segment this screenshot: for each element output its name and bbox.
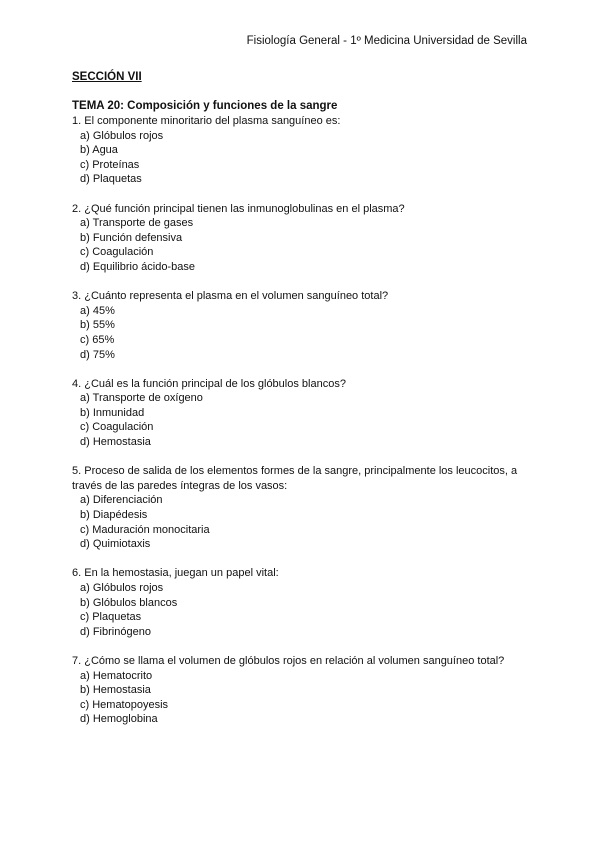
option-c: c) Coagulación [80, 246, 154, 259]
question-text: 2. ¿Qué función principal tienen las inmunoglobulinas en el plasma? [72, 202, 405, 215]
option-b: b) Agua [80, 144, 118, 157]
topic-title: TEMA 20: Composición y funciones de la sangre [72, 100, 338, 112]
option-a: a) Glóbulos rojos [80, 582, 164, 594]
option-c: c) Proteínas [80, 158, 140, 171]
option-d: d) Hemostasia [80, 436, 151, 449]
option-a: a) Glóbulos rojos [80, 129, 164, 142]
options-list [72, 216, 532, 274]
question-3 [72, 289, 532, 362]
question-2 [72, 202, 532, 275]
option-b: b) Glóbulos blancos [80, 596, 178, 609]
question-4 [72, 377, 532, 450]
section-title: SECCIÓN VII [72, 71, 142, 83]
option-d: d) Hemoglobina [80, 713, 158, 726]
option-a: a) Transporte de gases [80, 217, 194, 230]
question-5 [72, 464, 532, 552]
question-6 [72, 566, 532, 639]
option-a: a) Hematocrito [80, 669, 153, 682]
option-a: a) Transporte de oxígeno [80, 392, 203, 405]
question-text: 7. ¿Cómo se llama el volumen de glóbulos rojos en relación al volumen sanguíneo total? [72, 654, 505, 667]
question-text: 6. En la hemostasia, juegan un papel vital: [72, 567, 279, 580]
question-text: 4. ¿Cuál es la función principal de los glóbulos blancos? [72, 377, 346, 390]
options-list [72, 304, 532, 362]
option-d: d) Fibrinógeno [80, 625, 151, 638]
option-d: d) 75% [80, 348, 115, 361]
option-a: a) Diferenciación [80, 494, 163, 507]
option-c: c) Plaquetas [80, 611, 142, 624]
option-c: c) Hematopoyesis [80, 698, 169, 711]
document-body [72, 99, 532, 742]
option-d: d) Quimiotaxis [80, 538, 151, 551]
option-d: d) Plaquetas [80, 173, 142, 186]
options-list [72, 129, 532, 187]
question-text: 5. Proceso de salida de los elementos formes de la sangre, principalmente los leucocitos, a través de las paredes íntegras de los vasos: [72, 465, 518, 492]
option-b: b) Hemostasia [80, 684, 151, 697]
option-b: b) 55% [80, 319, 115, 332]
question-7 [72, 654, 532, 727]
question-1 [72, 114, 532, 187]
option-b: b) Función defensiva [80, 231, 183, 244]
question-text: 1. El componente minoritario del plasma sanguíneo es: [72, 115, 341, 127]
option-a: a) 45% [80, 304, 115, 317]
option-b: b) Diapédesis [80, 509, 148, 522]
option-c: c) Maduración monocitaria [80, 523, 210, 536]
option-c: c) 65% [80, 333, 115, 346]
options-list [72, 669, 532, 727]
option-d: d) Equilibrio ácido-base [80, 260, 195, 273]
option-c: c) Coagulación [80, 421, 154, 434]
options-list [72, 493, 532, 551]
page-header: Fisiología General - 1º Medicina Universidad de Sevilla [246, 35, 527, 47]
question-text: 3. ¿Cuánto representa el plasma en el volumen sanguíneo total? [72, 290, 389, 303]
options-list [72, 391, 532, 449]
options-list [72, 581, 532, 639]
option-b: b) Inmunidad [80, 406, 145, 419]
